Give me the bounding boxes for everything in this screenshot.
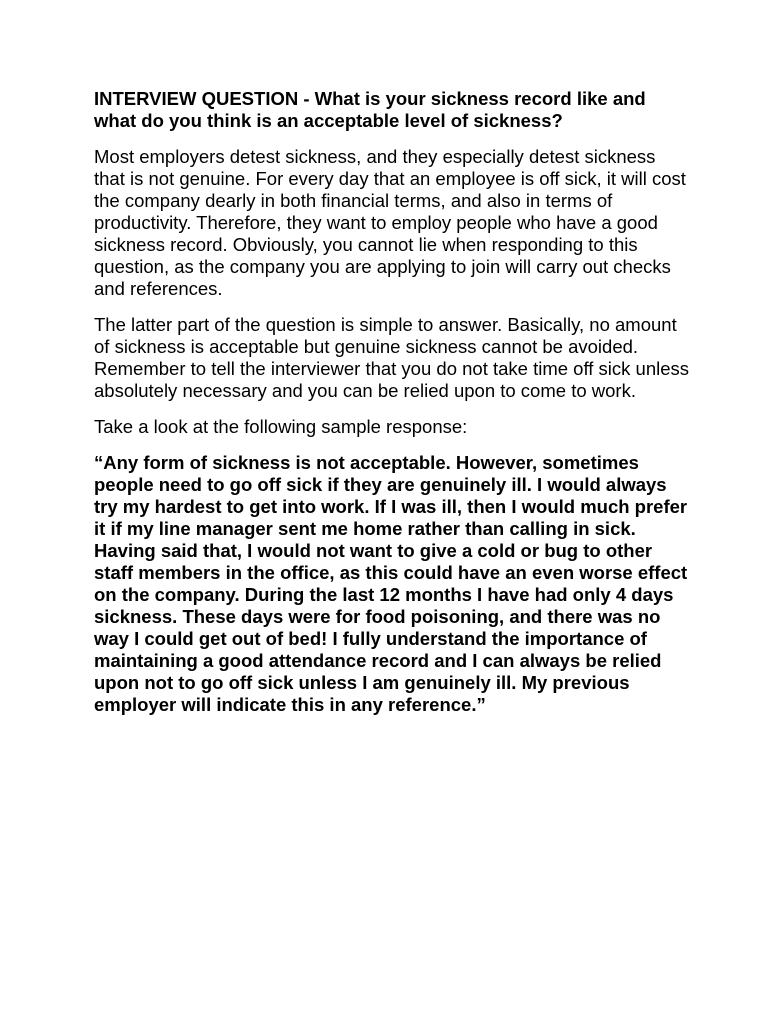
sample-response-quote: “Any form of sickness is not acceptable. However, sometimes people need to go off sick if they are genuinely ill. I would always try my hardest to get into work. If I was ill, then I would much prefer it if my line manager sent me home rather than calling in sick. Having said that, I would not want to give a cold or bug to other staff members in the office, as this could have an even worse effect on the company. During the last 12 months I have had only 4 days sickness. These days were for food poisoning, and there was no way I could get out of bed! I fully understand the importance of maintaining a good attendance record and I can always be relied upon not to go off sick unless I am genuinely ill. My previous employer will indicate this in any reference.” xyxy=(94,452,688,715)
paragraph-latter-part: The latter part of the question is simple to answer. Basically, no amount of sickness is acceptable but genuine sickness cannot be avoided. Remember to tell the interviewer that you do not take time off sick unless absolutely necessary and you can be relied upon to come to work. xyxy=(94,314,690,401)
paragraph-sample-lead: Take a look at the following sample response: xyxy=(94,416,468,437)
paragraph-intro: Most employers detest sickness, and they especially detest sickness that is not genuine. For every day that an employee is off sick, it will cost the company dearly in both financial terms, and also in terms of productivity. Therefore, they want to employ people who have a good sickness record. Obviously, you cannot lie when responding to this question, as the company you are applying to join will carry out checks and references. xyxy=(94,146,686,299)
document-page xyxy=(94,88,690,716)
question-heading: INTERVIEW QUESTION - What is your sickness record like and what do you think is an acceptable level of sickness? xyxy=(94,88,646,131)
